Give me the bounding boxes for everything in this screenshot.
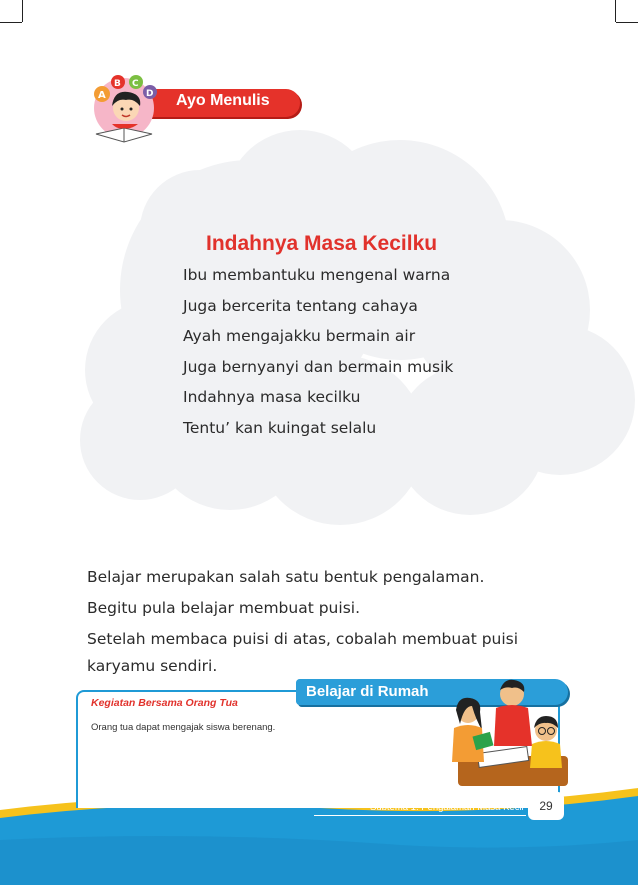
body-paragraph: Begitu pula belajar membuat puisi. bbox=[87, 599, 360, 617]
body-paragraph: Belajar merupakan salah satu bentuk pengalaman. bbox=[87, 568, 485, 586]
page-number: 29 bbox=[528, 792, 564, 820]
poem-line: Ibu membantuku mengenal warna bbox=[183, 266, 451, 284]
poem-title: Indahnya Masa Kecilku bbox=[206, 232, 438, 255]
body-paragraph: Setelah membaca puisi di atas, cobalah membuat puisi karyamu sendiri. bbox=[87, 630, 519, 675]
poem-line: Tentu’ kan kuingat selalu bbox=[183, 418, 377, 437]
poem-line: Juga bernyanyi dan bermain musik bbox=[183, 357, 454, 376]
header-label: Ayo Menulis bbox=[176, 92, 270, 109]
svg-text:A: A bbox=[98, 90, 106, 101]
home-tab-label: Belajar di Rumah bbox=[306, 683, 429, 700]
poem-line: Indahnya masa kecilku bbox=[183, 388, 361, 406]
child-reading-icon bbox=[88, 72, 164, 148]
activity-title: Kegiatan Bersama Orang Tua bbox=[91, 697, 238, 709]
poem-line: Juga bercerita tentang cahaya bbox=[183, 296, 418, 315]
svg-text:D: D bbox=[146, 89, 154, 99]
poem-line: Ayah mengajakku bermain air bbox=[183, 327, 416, 345]
footer-rule bbox=[314, 815, 526, 816]
svg-text:B: B bbox=[114, 79, 121, 89]
activity-description: Orang tua dapat mengajak siswa berenang. bbox=[91, 722, 276, 733]
poem-lines bbox=[183, 266, 453, 449]
svg-text:C: C bbox=[132, 79, 139, 89]
section-header bbox=[88, 72, 302, 122]
family-studying-icon bbox=[448, 676, 574, 792]
body-text bbox=[87, 564, 567, 680]
footer-subtema: Subtema 1: Pengalaman Masa Kecil bbox=[370, 802, 524, 813]
